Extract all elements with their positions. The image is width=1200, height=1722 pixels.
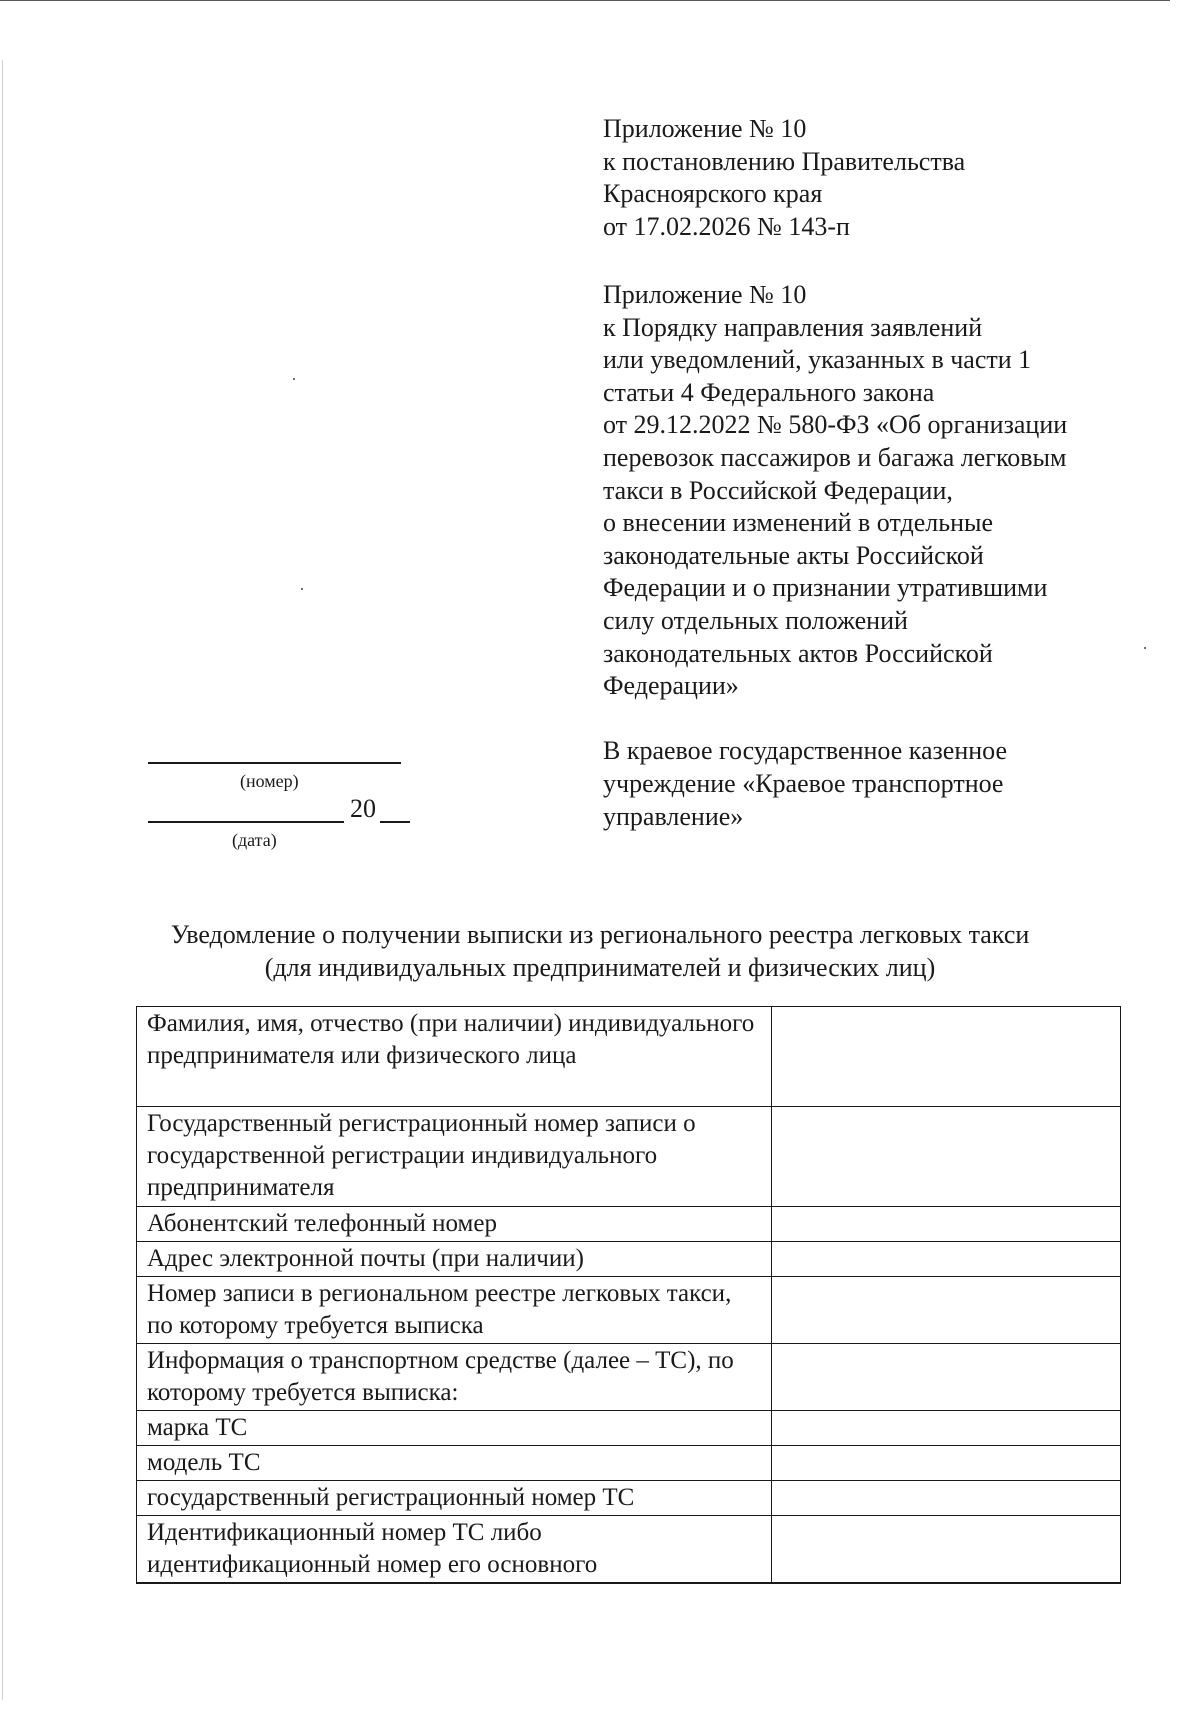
row-value-field[interactable] — [771, 1007, 1120, 1107]
appendix-header-resolution — [603, 113, 965, 243]
addressee-line: управление» — [603, 802, 744, 831]
year-fill-line — [380, 821, 410, 823]
row-label: марка ТС — [137, 1411, 772, 1446]
number-caption: (номер) — [240, 771, 299, 791]
scan-edge-left — [2, 60, 3, 1700]
appendix-line: к Порядку направления заявлений — [603, 312, 983, 342]
appendix-line: статьи 4 Федерального закона — [603, 377, 935, 407]
row-value-field[interactable] — [771, 1107, 1120, 1207]
addressee-block — [603, 734, 1007, 833]
row-label: Информация о транспортном средстве (далее – ТС), по которому требуется выписка: — [137, 1344, 772, 1411]
date-caption: (дата) — [232, 830, 277, 850]
row-label: Государственный регистрационный номер записи о государственной регистрации индивидуального предпринимателя — [137, 1107, 772, 1207]
document-title — [0, 918, 1200, 984]
appendix-line: Федерации и о признании утратившими — [603, 573, 1048, 603]
table-row — [137, 1277, 1121, 1344]
appendix-line: такси в Российской Федерации, — [603, 475, 953, 505]
addressee-line: В краевое государственное казенное — [603, 736, 1008, 765]
row-value-field[interactable] — [771, 1277, 1120, 1344]
table-row — [137, 1516, 1121, 1584]
scan-edge-top — [0, 0, 1170, 1]
row-value-field[interactable] — [771, 1242, 1120, 1277]
appendix-header-procedure — [603, 279, 1067, 703]
year-prefix: 20 — [350, 794, 376, 823]
table-row — [137, 1107, 1121, 1207]
scan-speck — [293, 378, 295, 380]
document-title-line: Уведомление о получении выписки из регионального реестра легковых такси — [170, 920, 1030, 949]
table-row — [137, 1481, 1121, 1516]
appendix-line: законодательных актов Российской — [603, 638, 993, 668]
row-label: государственный регистрационный номер ТС — [137, 1481, 772, 1516]
row-value-field[interactable] — [771, 1344, 1120, 1411]
document-subtitle-line: (для индивидуальных предпринимателей и физических лиц) — [264, 953, 936, 982]
row-value-field[interactable] — [771, 1481, 1120, 1516]
row-label: Идентификационный номер ТС либо идентификационный номер его основного — [137, 1516, 772, 1584]
appendix-line: от 17.02.2026 № 143-п — [603, 211, 850, 241]
row-value-field[interactable] — [771, 1446, 1120, 1481]
scan-speck — [301, 588, 303, 590]
appendix-line: или уведомлений, указанных в части 1 — [603, 345, 1032, 375]
table-row — [137, 1207, 1121, 1242]
appendix-line: к постановлению Правительства — [603, 146, 966, 176]
row-label: Фамилия, имя, отчество (при наличии) индивидуального предпринимателя или физического лица — [137, 1007, 772, 1107]
appendix-line: о внесении изменений в отдельные — [603, 508, 993, 538]
appendix-line: Приложение № 10 — [603, 114, 807, 143]
date-fill-line — [148, 821, 344, 823]
addressee-line: учреждение «Краевое транспортное — [603, 769, 1004, 798]
appendix-line: законодательные акты Российской — [603, 540, 984, 570]
table-row — [137, 1242, 1121, 1277]
table-row — [137, 1446, 1121, 1481]
row-value-field[interactable] — [771, 1411, 1120, 1446]
row-value-field[interactable] — [771, 1207, 1120, 1242]
notification-form-table — [136, 1006, 1121, 1584]
row-value-field[interactable] — [771, 1516, 1120, 1584]
row-label: Номер записи в региональном реестре легковых такси, по которому требуется выписка — [137, 1277, 772, 1344]
row-label: Адрес электронной почты (при наличии) — [137, 1242, 772, 1277]
scan-speck — [1144, 647, 1146, 649]
appendix-line: перевозок пассажиров и багажа легковым — [603, 442, 1067, 472]
row-label: Абонентский телефонный номер — [137, 1207, 772, 1242]
appendix-line: силу отдельных положений — [603, 605, 908, 635]
appendix-line: от 29.12.2022 № 580-ФЗ «Об организации — [603, 410, 1068, 440]
table-row — [137, 1411, 1121, 1446]
row-label: модель ТС — [137, 1446, 772, 1481]
appendix-line: Приложение № 10 — [603, 280, 807, 309]
appendix-line: Красноярского края — [603, 179, 823, 209]
table-row — [137, 1007, 1121, 1107]
table-row — [137, 1344, 1121, 1411]
appendix-line: Федерации» — [603, 671, 739, 701]
number-fill-line — [148, 762, 401, 764]
